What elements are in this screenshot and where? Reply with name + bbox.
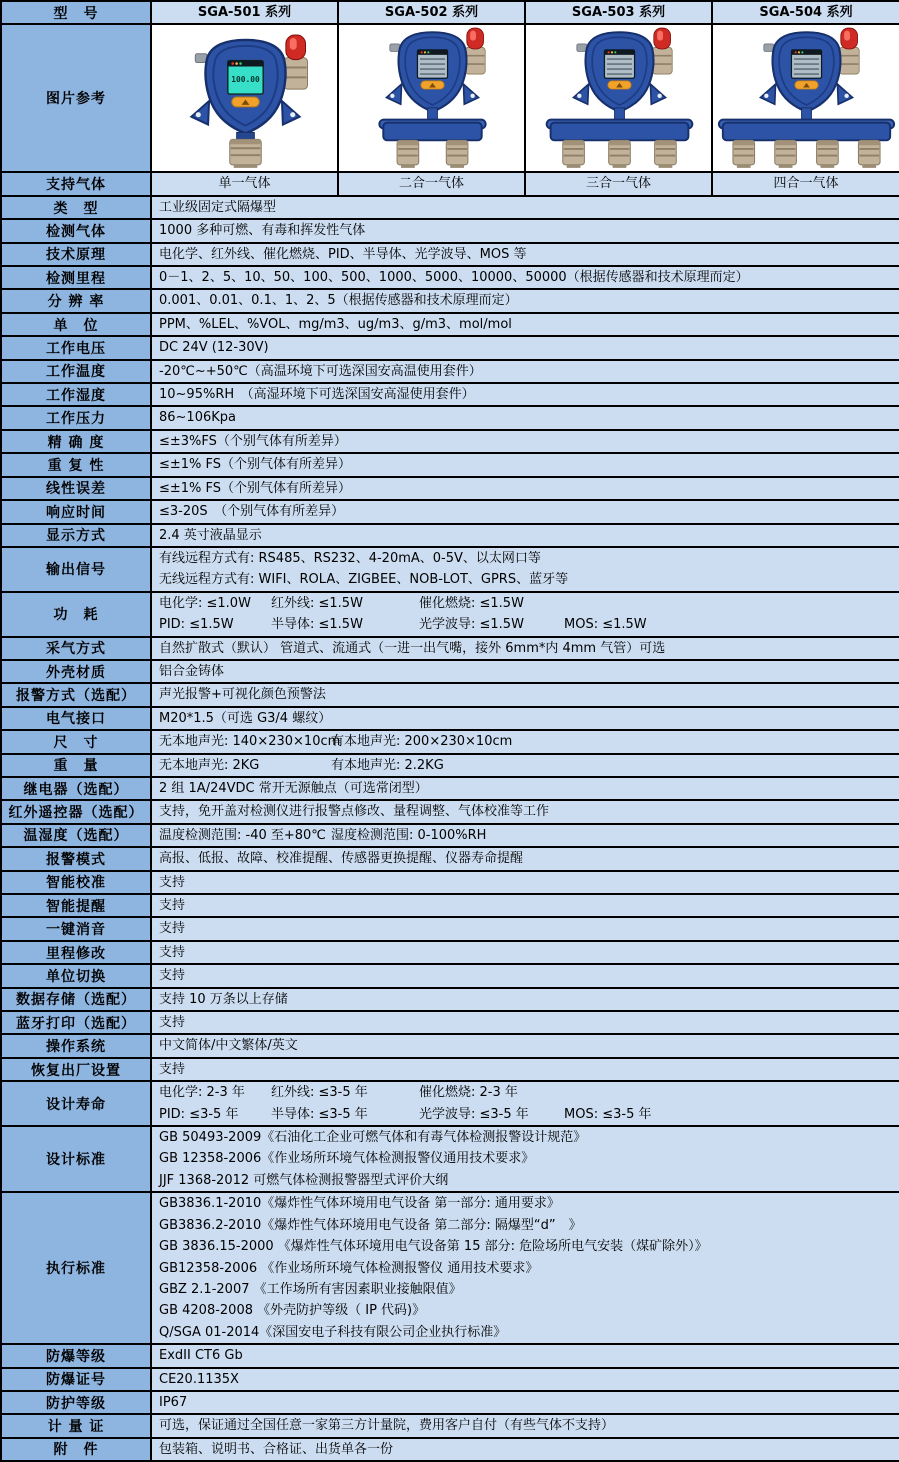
model-header-sga-504: SGA-504 系列	[712, 1, 899, 24]
spec-row	[1, 637, 899, 660]
product-image-sga-504	[713, 26, 899, 170]
value-grid-cell: 光学波导: ≤1.5W	[419, 617, 524, 633]
row-label: 防爆证号	[1, 1368, 151, 1391]
row-value: 支持 10 万条以上存储	[151, 988, 899, 1011]
value-grid-cell: MOS: ≤1.5W	[564, 617, 647, 633]
row-label: 精 确 度	[1, 430, 151, 453]
sensor-cylinder	[446, 141, 468, 169]
spec-row	[1, 777, 899, 800]
row-label: 单位切换	[1, 964, 151, 987]
value-line: GB 50493-2009《石油化工企业可燃气体和有毒气体检测报警设计规范》	[159, 1130, 587, 1146]
value-line: 有线远程方式有: RS485、RS232、4-20mA、0-5V、以太网口等	[159, 550, 541, 566]
row-value: 工业级固定式隔爆型	[151, 196, 899, 219]
model-header-sga-502: SGA-502 系列	[338, 1, 525, 24]
row-label: 恢复出厂设置	[1, 1058, 151, 1081]
spec-row	[1, 1344, 899, 1367]
value-grid-cell: 半导体: ≤1.5W	[271, 617, 363, 633]
product-image-sga-501	[152, 26, 338, 170]
row-value: 0.001、0.01、0.1、1、2、5（根据传感器和技术原理而定）	[151, 289, 899, 312]
row-label: 附 件	[1, 1438, 151, 1461]
spec-row	[1, 871, 899, 894]
spec-row	[1, 1034, 899, 1057]
spec-row	[1, 1058, 899, 1081]
spec-row	[1, 1126, 899, 1192]
spec-row	[1, 683, 899, 706]
spec-row	[1, 1081, 899, 1126]
row-label: 防护等级	[1, 1391, 151, 1414]
sensor-cylinder	[858, 141, 880, 169]
model-header-sga-503: SGA-503 系列	[525, 1, 712, 24]
row-value: 1000 多种可燃、有毒和挥发性气体	[151, 219, 899, 242]
value-grid-cell: 红外线: ≤3-5 年	[271, 1085, 368, 1101]
row-label: 单 位	[1, 313, 151, 336]
product-image-cell	[525, 24, 712, 172]
row-label: 线性误差	[1, 477, 151, 500]
row-value: 支持	[151, 964, 899, 987]
row-label: 分 辨 率	[1, 289, 151, 312]
value-line: GB 12358-2006《作业场所环境气体检测报警仪通用技术要求》	[159, 1151, 535, 1167]
row-value: CE20.1135X	[151, 1368, 899, 1391]
spec-row	[1, 524, 899, 547]
row-value: 支持	[151, 1011, 899, 1034]
row-label: 外壳材质	[1, 660, 151, 683]
value-line: GB 4208-2008 《外壳防护等级（ IP 代码)》	[159, 1303, 426, 1319]
product-image-sga-502	[339, 26, 525, 170]
row-value: 声光报警+可视化颜色预警法	[151, 683, 899, 706]
sensor-cylinder	[817, 141, 839, 169]
row-value: ≤±3%FS（个别气体有所差异）	[151, 430, 899, 453]
row-label: 功 耗	[1, 592, 151, 637]
detector-body	[760, 28, 859, 112]
spec-row	[1, 383, 899, 406]
spec-row	[1, 730, 899, 753]
row-value: 10~95%RH （高湿环境下可选深国安高湿使用套件）	[151, 383, 899, 406]
product-image-sga-503	[526, 26, 712, 170]
row-label: 红外遥控器（选配）	[1, 800, 151, 823]
row-value	[151, 754, 899, 777]
row-label: 采气方式	[1, 637, 151, 660]
row-value: 2.4 英寸液晶显示	[151, 524, 899, 547]
row-label: 响应时间	[1, 500, 151, 523]
value-grid-cell: 电化学: ≤1.0W	[159, 595, 251, 611]
product-image-cell	[151, 24, 338, 172]
value-grid-cell: PID: ≤1.5W	[159, 617, 234, 633]
spec-row	[1, 477, 899, 500]
gas-value-1: 单一气体	[151, 172, 338, 195]
sensor-cylinder	[397, 141, 419, 169]
value-line: GB12358-2006 《作业场所环境气体检测报警仪 通用技术要求》	[159, 1260, 539, 1276]
value-line: GB3836.2-2010《爆炸性气体环境用电气设备 第二部分: 隔爆型“d” 》	[159, 1217, 582, 1233]
row-value: ExdII CT6 Gb	[151, 1344, 899, 1367]
spec-row	[1, 500, 899, 523]
value-line: GB 3836.15-2000 《爆炸性气体环境用电气设备第 15 部分: 危险场所电气安装（煤矿除外）》	[159, 1239, 708, 1255]
row-value: 中文简体/中文繁体/英文	[151, 1034, 899, 1057]
spec-row	[1, 430, 899, 453]
row-value: 0－1、2、5、10、50、100、500、1000、5000、10000、50000（根据传感器和技术原理而定）	[151, 266, 899, 289]
row-value: 支持	[151, 1058, 899, 1081]
value-col: 有本地声光: 2.2KG	[331, 757, 444, 773]
row-value	[151, 592, 899, 637]
row-label-model: 型 号	[1, 1, 151, 24]
row-value: 支持	[151, 941, 899, 964]
spec-row	[1, 1391, 899, 1414]
spec-row	[1, 964, 899, 987]
detector-body	[386, 28, 485, 112]
spec-row	[1, 289, 899, 312]
row-label: 计 量 证	[1, 1414, 151, 1437]
row-label: 类 型	[1, 196, 151, 219]
row-value: M20*1.5（可选 G3/4 螺纹）	[151, 707, 899, 730]
row-value: 支持，免开盖对检测仪进行报警点修改、量程调整、气体校准等工作	[151, 800, 899, 823]
value-line: Q/SGA 01-2014《深国安电子科技有限公司企业执行标准》	[159, 1324, 507, 1340]
spec-row	[1, 592, 899, 637]
sensor-cylinder	[563, 141, 585, 169]
row-value	[151, 547, 899, 592]
row-label: 电气接口	[1, 707, 151, 730]
row-label: 技术原理	[1, 243, 151, 266]
row-label: 设计标准	[1, 1126, 151, 1192]
value-col: 有本地声光: 200×230×10cm	[331, 734, 513, 750]
alarm-beacon	[286, 35, 306, 60]
spec-row	[1, 660, 899, 683]
row-label: 尺 寸	[1, 730, 151, 753]
sensor-cylinder	[775, 141, 797, 169]
value-grid-cell: 红外线: ≤1.5W	[271, 595, 363, 611]
row-label: 工作电压	[1, 336, 151, 359]
spec-row	[1, 313, 899, 336]
spec-row	[1, 196, 899, 219]
row-value: 2 组 1A/24VDC 常开无源触点（可选常闭型）	[151, 777, 899, 800]
value-col: 温度检测范围: -40 至+80℃	[159, 827, 326, 843]
alarm-beacon	[654, 28, 671, 49]
header-row	[1, 1, 899, 24]
row-value: 支持	[151, 871, 899, 894]
spec-row	[1, 219, 899, 242]
row-label: 工作温度	[1, 360, 151, 383]
row-value: ≤±1% FS（个别气体有所差异）	[151, 453, 899, 476]
value-col: 湿度检测范围: 0-100%RH	[331, 827, 487, 843]
value-grid-cell: 催化燃烧: 2-3 年	[419, 1085, 518, 1101]
spec-row	[1, 243, 899, 266]
row-label: 防爆等级	[1, 1344, 151, 1367]
row-label: 检测气体	[1, 219, 151, 242]
value-grid-cell: 电化学: 2-3 年	[159, 1085, 245, 1101]
row-value	[151, 1192, 899, 1344]
spec-row	[1, 1368, 899, 1391]
row-value: 铝合金铸体	[151, 660, 899, 683]
spec-row	[1, 894, 899, 917]
value-col: 无本地声光: 140×230×10cm	[159, 734, 341, 750]
alarm-beacon	[467, 28, 484, 49]
spec-row	[1, 1011, 899, 1034]
row-label: 报警方式（选配）	[1, 683, 151, 706]
spec-row	[1, 1192, 899, 1344]
row-label: 继电器（选配）	[1, 777, 151, 800]
spec-row	[1, 707, 899, 730]
row-value: ≤3-20S （个别气体有所差异）	[151, 500, 899, 523]
row-label: 一键消音	[1, 917, 151, 940]
gas-row	[1, 172, 899, 195]
spec-row	[1, 754, 899, 777]
row-label: 数据存储（选配）	[1, 988, 151, 1011]
alarm-beacon	[841, 28, 858, 49]
row-value: 电化学、红外线、催化燃烧、PID、半导体、光学波导、MOS 等	[151, 243, 899, 266]
row-label: 设计寿命	[1, 1081, 151, 1126]
image-row	[1, 24, 899, 172]
row-label-gas: 支持气体	[1, 172, 151, 195]
row-value	[151, 824, 899, 847]
row-label: 智能提醒	[1, 894, 151, 917]
svg-text:100.00: 100.00	[231, 75, 260, 85]
row-label: 操作系统	[1, 1034, 151, 1057]
gas-value-3: 三合一气体	[525, 172, 712, 195]
row-label: 工作压力	[1, 406, 151, 429]
row-value	[151, 730, 899, 753]
row-value: 支持	[151, 894, 899, 917]
product-image-cell	[338, 24, 525, 172]
gas-value-4: 四合一气体	[712, 172, 899, 195]
value-col: 无本地声光: 2KG	[159, 757, 260, 773]
row-label: 重 复 性	[1, 453, 151, 476]
value-grid-cell: MOS: ≤3-5 年	[564, 1106, 652, 1122]
keypad-buttons	[232, 97, 260, 107]
row-label: 检测里程	[1, 266, 151, 289]
value-line: GB3836.1-2010《爆炸性气体环境用电气设备 第一部分: 通用要求》	[159, 1196, 560, 1212]
row-label: 蓝牙打印（选配）	[1, 1011, 151, 1034]
row-value: IP67	[151, 1391, 899, 1414]
row-label: 执行标准	[1, 1192, 151, 1344]
row-label: 智能校准	[1, 871, 151, 894]
spec-row	[1, 917, 899, 940]
sensor-cylinder	[230, 140, 261, 169]
row-value	[151, 1081, 899, 1126]
row-label: 重 量	[1, 754, 151, 777]
row-value: PPM、%LEL、%VOL、mg/m3、ug/m3、g/m3、mol/mol	[151, 313, 899, 336]
spec-row	[1, 1438, 899, 1461]
spec-row	[1, 1414, 899, 1437]
spec-row	[1, 266, 899, 289]
row-value: 86~106Kpa	[151, 406, 899, 429]
spec-row	[1, 453, 899, 476]
detector-body	[573, 28, 672, 112]
row-label: 报警模式	[1, 847, 151, 870]
row-value: 可选，保证通过全国任意一家第三方计量院，费用客户自付（有些气体不支持）	[151, 1414, 899, 1437]
value-line: JJF 1368-2012 可燃气体检测报警器型式评价大纲	[159, 1172, 449, 1188]
row-value: -20℃~+50℃（高温环境下可选深国安高温使用套件）	[151, 360, 899, 383]
value-grid-cell: 催化燃烧: ≤1.5W	[419, 595, 524, 611]
spec-row	[1, 824, 899, 847]
keypad-buttons	[608, 81, 631, 89]
sensor-cylinder	[609, 141, 631, 169]
product-image-cell	[712, 24, 899, 172]
keypad-buttons	[421, 81, 444, 89]
row-value: 支持	[151, 917, 899, 940]
row-value	[151, 1126, 899, 1192]
keypad-buttons	[795, 81, 818, 89]
spec-row	[1, 406, 899, 429]
row-label: 输出信号	[1, 547, 151, 592]
row-label: 工作湿度	[1, 383, 151, 406]
detector-body	[191, 35, 307, 133]
sensor-cylinder	[733, 141, 755, 169]
row-value: 自然扩散式（默认） 管道式、流通式（一进一出气嘴，接外 6mm*内 4mm 气管）可选	[151, 637, 899, 660]
row-value: 高报、低报、故障、校准提醒、传感器更换提醒、仪器寿命提醒	[151, 847, 899, 870]
spec-row	[1, 847, 899, 870]
value-line: 无线远程方式有: WIFI、ROLA、ZIGBEE、NOB-LOT、GPRS、蓝牙等	[159, 572, 569, 588]
spec-row	[1, 941, 899, 964]
row-value: ≤±1% FS（个别气体有所差异）	[151, 477, 899, 500]
value-grid-cell: 光学波导: ≤3-5 年	[419, 1106, 529, 1122]
gas-value-2: 二合一气体	[338, 172, 525, 195]
spec-row	[1, 988, 899, 1011]
row-value: DC 24V (12-30V)	[151, 336, 899, 359]
model-header-sga-501: SGA-501 系列	[151, 1, 338, 24]
spec-row	[1, 360, 899, 383]
row-label-images: 图片参考	[1, 24, 151, 172]
value-grid-cell: 半导体: ≤3-5 年	[271, 1106, 368, 1122]
row-label: 里程修改	[1, 941, 151, 964]
value-line: GBZ 2.1-2007 《工作场所有害因素职业接触限值》	[159, 1281, 462, 1297]
sensor-cylinder	[655, 141, 677, 169]
value-grid-cell: PID: ≤3-5 年	[159, 1106, 239, 1122]
spec-row	[1, 800, 899, 823]
spec-row	[1, 547, 899, 592]
row-label: 显示方式	[1, 524, 151, 547]
spec-row	[1, 336, 899, 359]
row-label: 温湿度（选配）	[1, 824, 151, 847]
row-value: 包装箱、说明书、合格证、出货单各一份	[151, 1438, 899, 1461]
